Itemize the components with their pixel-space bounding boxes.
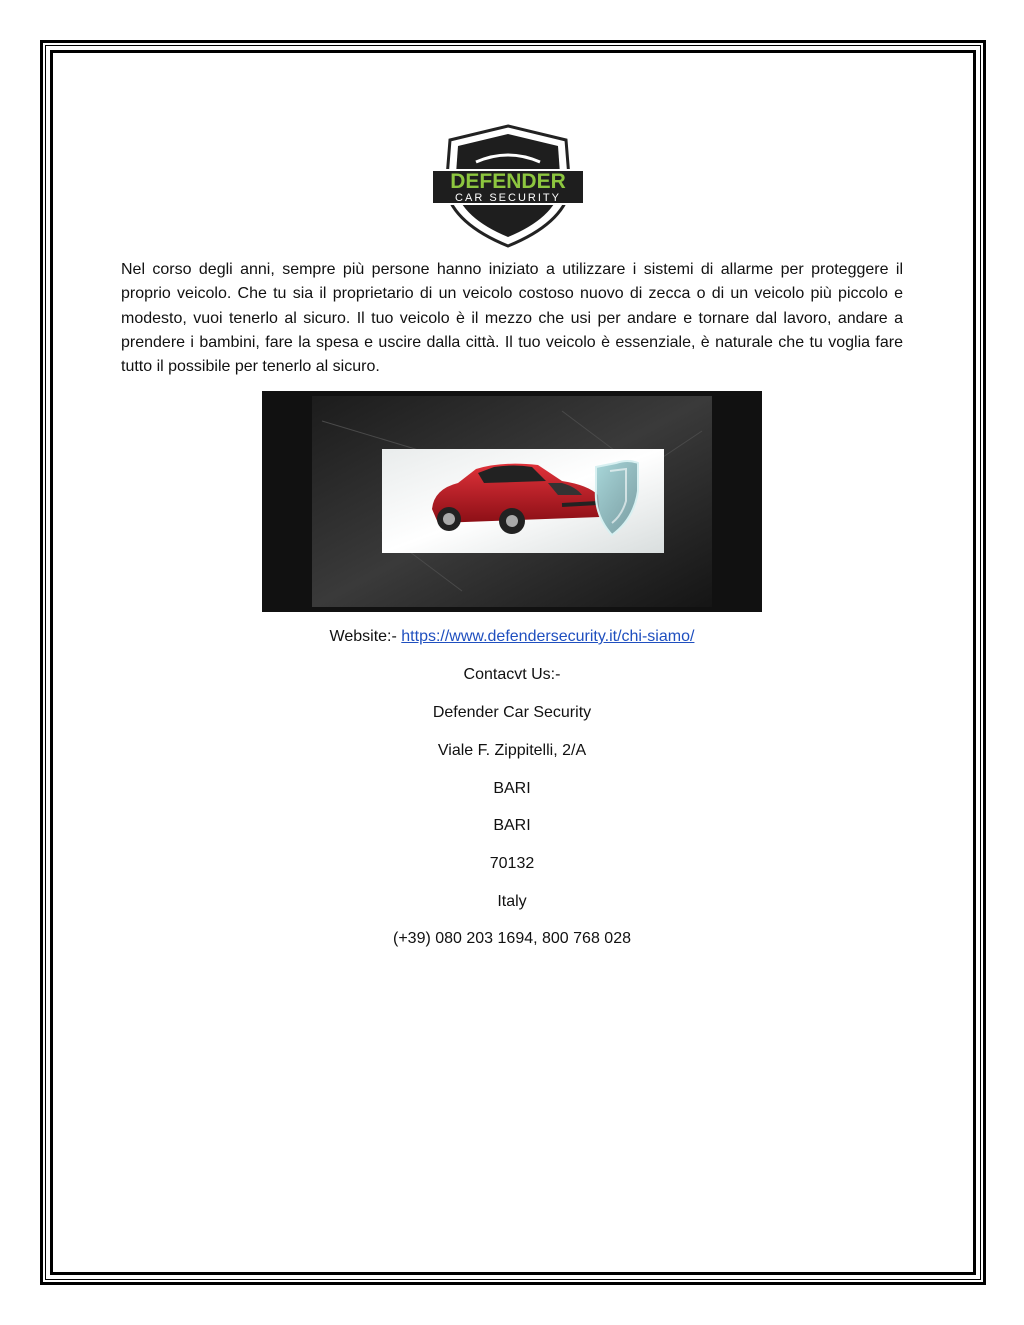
car-shield-image	[262, 391, 762, 612]
postcode: 70132	[489, 855, 535, 872]
province: BARI	[493, 817, 531, 834]
contact-heading: Contacvt Us:-	[463, 666, 561, 683]
logo-brand-text: DEFENDER	[450, 170, 566, 193]
logo-tagline-text: CAR SECURITY	[455, 192, 561, 204]
website-line	[0, 628, 1024, 646]
country: Italy	[497, 893, 527, 910]
website-label: Website:-	[329, 628, 402, 645]
defender-logo	[428, 124, 588, 248]
street-address: Viale F. Zippitelli, 2/A	[437, 742, 587, 759]
intro-paragraph: Nel corso degli anni, sempre più persone hanno iniziato a utilizzare i sistemi di allarme per proteggere il proprio veicolo. Che tu sia il proprietario di un veicolo costoso nuovo di zecca o di un veicolo più piccolo e modesto, vuoi tenerlo al sicuro. Il tuo veicolo è il mezzo che usi per andare e tornare dal lavoro, andare a prendere i bambini, fare la spesa e uscire dalla città. Il tuo veicolo è essenziale, è naturale che tu voglia fare tutto il possibile per tenerlo al sicuro.	[121, 261, 903, 376]
phone-numbers: (+39) 080 203 1694, 800 768 028	[393, 930, 631, 947]
city: BARI	[493, 780, 531, 797]
website-link[interactable]: https://www.defendersecurity.it/chi-siamo/	[401, 628, 695, 645]
company-name: Defender Car Security	[432, 704, 592, 721]
